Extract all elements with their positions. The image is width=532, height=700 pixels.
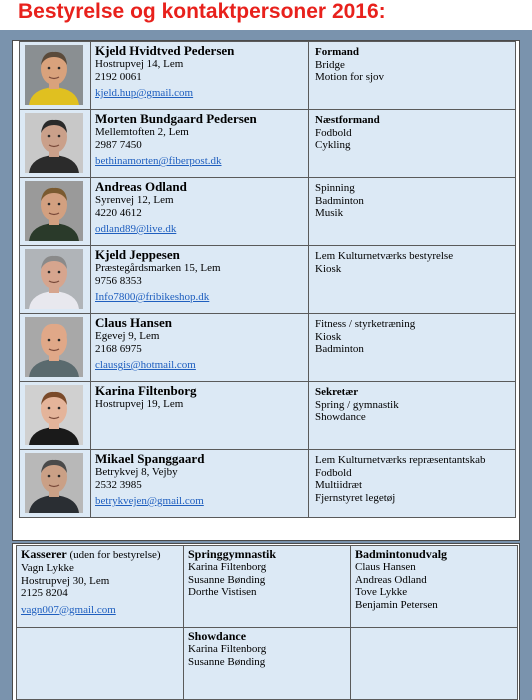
member-email-link[interactable]: clausgis@hotmail.com (95, 359, 196, 371)
member-activity: Spring / gymnastik (315, 398, 399, 411)
photo-cell (20, 42, 91, 110)
photo-cell (20, 178, 91, 246)
member-position: Sekretær (315, 386, 359, 398)
member-roles-cell (309, 382, 516, 450)
group-person: Benjamin Petersen (355, 598, 438, 611)
group-heading: Badmintonudvalg (355, 547, 448, 561)
contacts-table (16, 545, 518, 700)
photo-cell (20, 382, 91, 450)
member-name: Kjeld Hvidtved Pedersen (95, 43, 235, 58)
member-row (20, 246, 516, 314)
member-phone: 2192 0061 (95, 70, 142, 83)
member-row (20, 42, 516, 110)
member-activity: Fodbold (315, 466, 352, 479)
member-activity: Kiosk (315, 262, 342, 275)
member-info-cell (91, 42, 309, 110)
member-info-cell (91, 178, 309, 246)
group-person: Susanne Bønding (188, 573, 266, 586)
member-email-link[interactable]: bethinamorten@fiberpost.dk (95, 155, 222, 167)
member-phone: 4220 4612 (95, 206, 142, 219)
member-row (20, 314, 516, 382)
group-heading: Springgymnastik (188, 547, 277, 561)
member-activity: Fitness / styrketræning (315, 318, 416, 330)
member-info-cell (91, 110, 309, 178)
member-photo (25, 113, 83, 173)
member-photo (25, 317, 83, 377)
treasurer-title: Kasserer (21, 547, 67, 561)
empty-cell (351, 628, 518, 700)
member-email-link[interactable]: betrykvejen@gmail.com (95, 495, 204, 507)
group-person: Dorthe Vistisen (188, 586, 257, 598)
member-activity: Fodbold (315, 126, 352, 139)
member-info-cell (91, 246, 309, 314)
group-heading: Showdance (188, 629, 247, 643)
member-row (20, 110, 516, 178)
member-activity: Spinning (315, 182, 355, 194)
member-activity: Cykling (315, 139, 351, 151)
photo-cell (20, 246, 91, 314)
member-address: Præstegårdsmarken 15, Lem (95, 262, 221, 274)
member-activity: Lem Kulturnetværks bestyrelse (315, 250, 454, 262)
member-email-link[interactable]: odland89@live.dk (95, 223, 177, 235)
member-position: Formand (315, 46, 359, 58)
treasurer-email-link[interactable]: vagn007@gmail.com (21, 603, 116, 616)
member-photo (25, 453, 83, 513)
member-row (20, 450, 516, 518)
treasurer-phone: 2125 8204 (21, 587, 68, 599)
group-person: Andreas Odland (355, 573, 427, 586)
page-title: Bestyrelse og kontaktpersoner 2016: (18, 0, 386, 23)
member-activity: Musik (315, 207, 344, 219)
photo-cell (20, 314, 91, 382)
member-phone: 2532 3985 (95, 478, 142, 491)
member-activity: Badminton (315, 194, 364, 207)
member-name: Kjeld Jeppesen (95, 247, 180, 262)
group-person: Susanne Bønding (188, 655, 266, 668)
member-address: Betrykvej 8, Vejby (95, 466, 178, 478)
member-name: Claus Hansen (95, 315, 172, 330)
treasurer-name: Vagn Lykke (21, 562, 74, 574)
member-photo (25, 45, 83, 105)
group-person: Karina Filtenborg (188, 561, 267, 573)
treasurer-heading (21, 548, 183, 562)
group-person: Tove Lykke (355, 586, 408, 598)
empty-cell (17, 628, 184, 700)
treasurer-cell (17, 546, 184, 628)
member-roles-cell (309, 314, 516, 382)
member-phone: 2168 6975 (95, 342, 142, 355)
member-email-link[interactable]: kjeld.hup@gmail.com (95, 87, 194, 99)
member-activity: Lem Kulturnetværks repræsentantskab (315, 454, 486, 466)
member-position: Næstformand (315, 114, 380, 126)
member-phone: 9756 8353 (95, 274, 142, 287)
group-cell-badmintonudvalg (351, 546, 518, 628)
member-info-cell (91, 450, 309, 518)
member-name: Andreas Odland (95, 179, 187, 194)
group-person: Karina Filtenborg (188, 643, 267, 655)
treasurer-address: Hostrupvej 30, Lem (21, 574, 110, 587)
board-members-table (19, 41, 516, 518)
member-activity: Badminton (315, 343, 364, 355)
member-photo (25, 249, 83, 309)
member-roles-cell (309, 110, 516, 178)
member-row (20, 178, 516, 246)
treasurer-note: (uden for bestyrelse) (66, 549, 161, 561)
member-name: Mikael Spanggaard (95, 451, 205, 466)
member-address: Hostrupvej 14, Lem (95, 58, 184, 70)
group-cell-showdance (184, 628, 351, 700)
member-address: Mellemtoften 2, Lem (95, 126, 189, 138)
member-roles-cell (309, 42, 516, 110)
photo-cell (20, 110, 91, 178)
member-photo (25, 181, 83, 241)
member-name: Karina Filtenborg (95, 383, 197, 398)
member-roles-cell (309, 450, 516, 518)
member-activity: Kiosk (315, 330, 342, 343)
member-activity: Bridge (315, 58, 345, 71)
photo-cell (20, 450, 91, 518)
member-phone: 2987 7450 (95, 138, 142, 151)
member-activity: Multiidræt (315, 479, 363, 491)
member-address: Hostrupvej 19, Lem (95, 398, 184, 410)
member-activity: Fjernstyret legetøj (315, 491, 396, 504)
member-activity: Showdance (315, 411, 366, 423)
group-cell-springgymnastik (184, 546, 351, 628)
member-roles-cell (309, 178, 516, 246)
member-activity: Motion for sjov (315, 71, 385, 83)
member-roles-cell (309, 246, 516, 314)
group-person: Claus Hansen (355, 561, 416, 573)
member-name: Morten Bundgaard Pedersen (95, 111, 257, 126)
member-info-cell (91, 382, 309, 450)
member-address: Syrenvej 12, Lem (95, 194, 174, 206)
member-address: Egevej 9, Lem (95, 330, 160, 342)
member-info-cell (91, 314, 309, 382)
member-photo (25, 385, 83, 445)
member-row (20, 382, 516, 450)
member-email-link[interactable]: Info7800@fribikeshop.dk (95, 291, 210, 303)
